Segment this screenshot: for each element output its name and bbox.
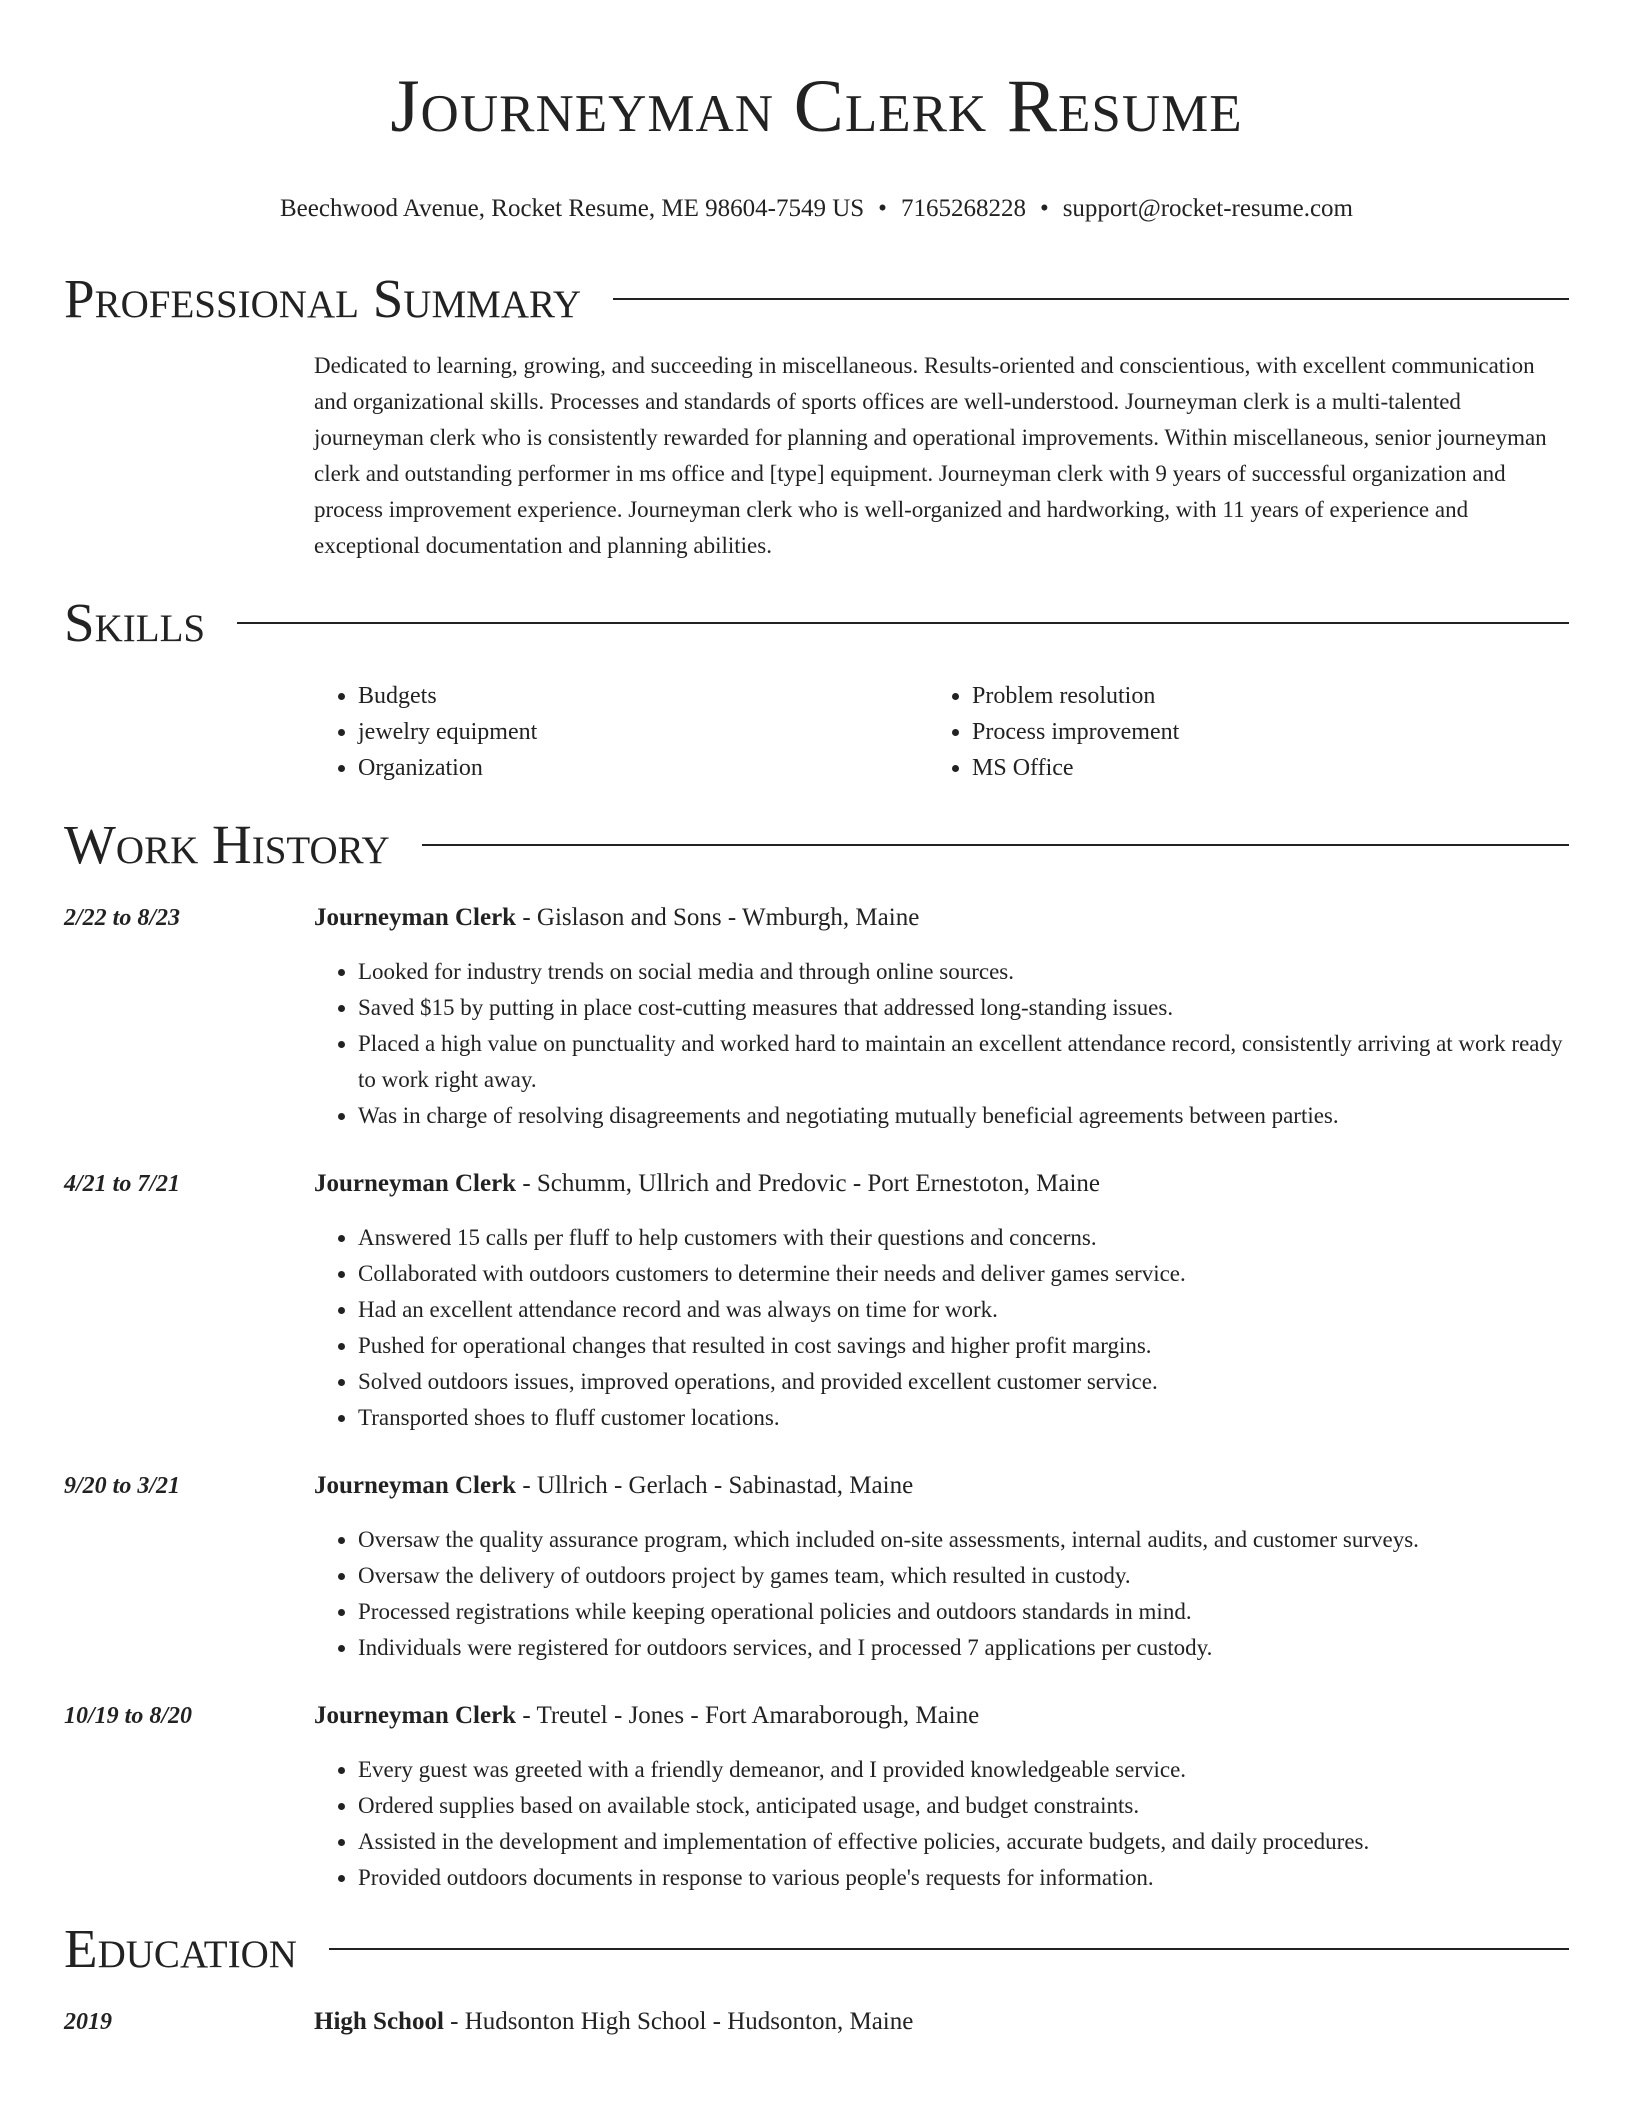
section-divider [237,622,1569,624]
section-divider [422,844,1569,846]
job-bullet: • Saved $15 by putting in place cost-cutting measures that addressed long-standing issues. [358,990,1569,1026]
job-bullets [314,1522,1569,1666]
job-title-line [314,1700,1569,1732]
contact-email: support@rocket-resume.com [1062,195,1353,222]
skill-item: • Process improvement [972,714,1542,750]
job-title-line [314,1470,1569,1502]
education-entry [64,2006,1569,2038]
job-entry [64,902,1569,1134]
job-bullet: • Was in charge of resolving disagreements and negotiating mutually beneficial agreements between parties. [358,1098,1569,1134]
education-line [314,2006,1569,2038]
skills-column-right [928,678,1542,786]
job-bullet: • Had an excellent attendance record and was always on time for work. [358,1292,1569,1328]
skills-column-left [314,678,928,786]
job-title: Journeyman Clerk [314,1472,517,1499]
job-date: 2/22 to 8/23 [64,905,181,931]
job-employer: - Treutel - Jones - Fort Amaraborough, Maine [516,1702,980,1729]
contact-phone: 7165268228 [900,195,1026,222]
job-bullet: • Transported shoes to fluff customer locations. [358,1400,1569,1436]
job-bullet: • Solved outdoors issues, improved operations, and provided excellent customer service. [358,1364,1569,1400]
job-bullet: • Individuals were registered for outdoors services, and I processed 7 applications per custody. [358,1630,1569,1666]
job-bullets [314,954,1569,1134]
job-bullet: • Provided outdoors documents in response to various people's requests for information. [358,1860,1569,1896]
job-bullet: • Assisted in the development and implementation of effective policies, accurate budgets, and daily procedures. [358,1824,1569,1860]
skills-section-header [64,592,1569,654]
skill-item: • MS Office [972,750,1542,786]
job-bullet: • Every guest was greeted with a friendly demeanor, and I provided knowledgeable service. [358,1752,1569,1788]
summary-text: Dedicated to learning, growing, and succeeding in miscellaneous. Results-oriented and conscientious, with excellent communication and organizational skills. Processes and standards of sports offices are well-understood. Journeyman clerk is a multi-talented journeyman clerk who is consistently rewarded for planning and operational improvements. Within miscellaneous, senior journeyman clerk and outstanding performer in ms office and [type] equipment. Journeyman clerk with 9 years of successful organization and process improvement experience. Journeyman clerk who is well-organized and hardworking, with 11 years of experience and exceptional documentation and planning abilities. [314,353,1547,558]
education-school: - Hudsonton High School - Hudsonton, Maine [443,2008,914,2035]
skill-item: • Organization [358,750,928,786]
job-title-line [314,1168,1569,1200]
job-employer: - Ullrich - Gerlach - Sabinastad, Maine [516,1472,914,1499]
job-entry [64,1700,1569,1896]
skill-item: • jewelry equipment [358,714,928,750]
skill-item: • Problem resolution [972,678,1542,714]
summary-section-header [64,268,1569,330]
contact-separator: • [878,195,887,222]
job-date: 9/20 to 3/21 [64,1473,181,1499]
job-title: Journeyman Clerk [314,904,517,931]
section-divider [329,1948,1569,1950]
job-bullet: • Pushed for operational changes that resulted in cost savings and higher profit margins. [358,1328,1569,1364]
job-bullets [314,1220,1569,1436]
job-employer: - Gislason and Sons - Wmburgh, Maine [516,904,920,931]
job-title: Journeyman Clerk [314,1170,517,1197]
skills-heading: Skills [64,592,206,653]
education-degree: High School [314,2008,444,2035]
job-title-line [314,902,1569,934]
job-bullet: • Oversaw the delivery of outdoors project by games team, which resulted in custody. [358,1558,1569,1594]
summary-heading: Professional Summary [64,268,582,329]
contact-address: Beechwood Avenue, Rocket Resume, ME 98604-7549 US [280,195,865,222]
education-heading: Education [64,1918,297,1979]
work-heading: Work History [64,814,390,875]
education-date: 2019 [64,2009,112,2035]
job-entry [64,1470,1569,1666]
resume-title: Journeyman Clerk Resume [390,65,1243,148]
job-date: 10/19 to 8/20 [64,1703,193,1729]
job-bullet: • Ordered supplies based on available stock, anticipated usage, and budget constraints. [358,1788,1569,1824]
skills-list [314,678,1569,786]
contact-line [64,194,1569,224]
job-bullet: • Collaborated with outdoors customers to determine their needs and deliver games service. [358,1256,1569,1292]
job-bullet: • Answered 15 calls per fluff to help customers with their questions and concerns. [358,1220,1569,1256]
job-title: Journeyman Clerk [314,1702,517,1729]
contact-separator: • [1039,195,1049,222]
section-divider [613,298,1569,300]
job-bullet: • Placed a high value on punctuality and worked hard to maintain an excellent attendance record, consistently arriving at work ready to work right away. [358,1026,1569,1098]
job-bullet: • Processed registrations while keeping operational policies and outdoors standards in mind. [358,1594,1569,1630]
job-employer: - Schumm, Ullrich and Predovic - Port Ernestoton, Maine [516,1170,1101,1197]
job-entry [64,1168,1569,1436]
work-section-header [64,814,1569,876]
skill-item: • Budgets [358,678,928,714]
job-bullet: • Looked for industry trends on social media and through online sources. [358,954,1569,990]
job-bullet: • Oversaw the quality assurance program, which included on-site assessments, internal audits, and customer surveys. [358,1522,1569,1558]
job-date: 4/21 to 7/21 [64,1171,181,1197]
job-bullets [314,1752,1569,1896]
education-section-header [64,1918,1569,1980]
